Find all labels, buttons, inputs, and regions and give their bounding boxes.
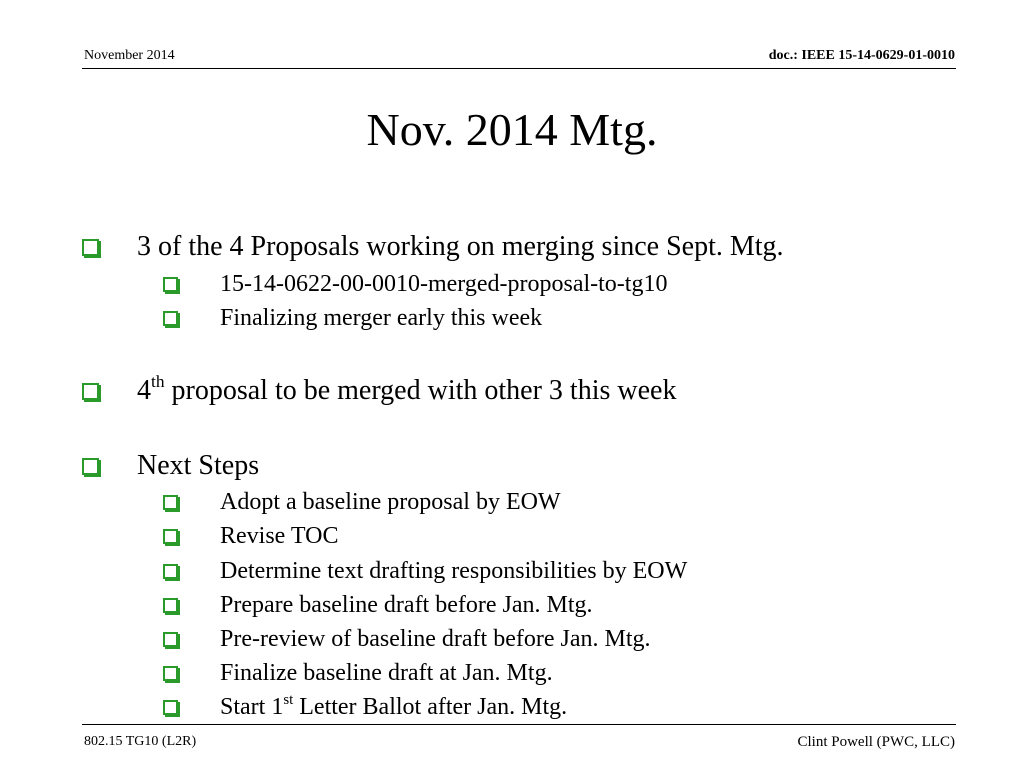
checkbox-bullet-icon [82,458,99,475]
checkbox-bullet-icon [163,495,178,510]
bullet-item [82,371,677,407]
sub-bullet-item [163,592,593,619]
sub-bullet-item [163,523,338,550]
bullet-text: 15-14-0622-00-0010-merged-proposal-to-tg10 [220,271,668,297]
bullet-text: Adopt a baseline proposal by EOW [220,489,561,515]
bullet-text: Start 1st Letter Ballot after Jan. Mtg. [220,691,568,720]
bullet-text: 3 of the 4 Proposals working on merging since Sept. Mtg. [137,231,784,262]
checkbox-bullet-icon [163,666,178,681]
checkbox-bullet-icon [163,529,178,544]
header-date: November 2014 [84,48,175,63]
sub-bullet-item [163,660,553,687]
bullet-text: 4th proposal to be merged with other 3 this week [137,371,677,406]
bullet-text: Pre-review of baseline draft before Jan. Mtg. [220,626,651,652]
sub-bullet-item [163,271,667,298]
bullet-text: Determine text drafting responsibilities by EOW [220,558,688,584]
bullet-item [82,231,784,263]
bullet-text: Next Steps [137,450,260,481]
checkbox-bullet-icon [163,564,178,579]
sub-bullet-item [163,626,651,653]
superscript: st [283,691,294,708]
bullet-text: Finalize baseline draft at Jan. Mtg. [220,660,553,686]
footer-divider [82,724,956,725]
checkbox-bullet-icon [163,632,178,647]
sub-bullet-item [163,558,687,585]
footer-author: Clint Powell (PWC, LLC) [797,734,955,750]
bullet-text: Revise TOC [220,523,339,549]
checkbox-bullet-icon [82,383,99,400]
slide-title: Nov. 2014 Mtg. [366,104,658,155]
bullet-text: Finalizing merger early this week [220,305,543,331]
bullet-text: Prepare baseline draft before Jan. Mtg. [220,592,593,618]
checkbox-bullet-icon [163,700,178,715]
sub-bullet-item [163,489,561,516]
header-doc-id: doc.: IEEE 15-14-0629-01-0010 [768,48,955,63]
checkbox-bullet-icon [163,277,178,292]
superscript: th [151,371,165,391]
footer-group: 802.15 TG10 (L2R) [84,734,197,749]
bullet-item [82,450,259,482]
sub-bullet-item [163,305,542,332]
checkbox-bullet-icon [82,239,99,256]
checkbox-bullet-icon [163,598,178,613]
header-divider [82,68,956,69]
sub-bullet-item [163,691,568,721]
checkbox-bullet-icon [163,311,178,326]
